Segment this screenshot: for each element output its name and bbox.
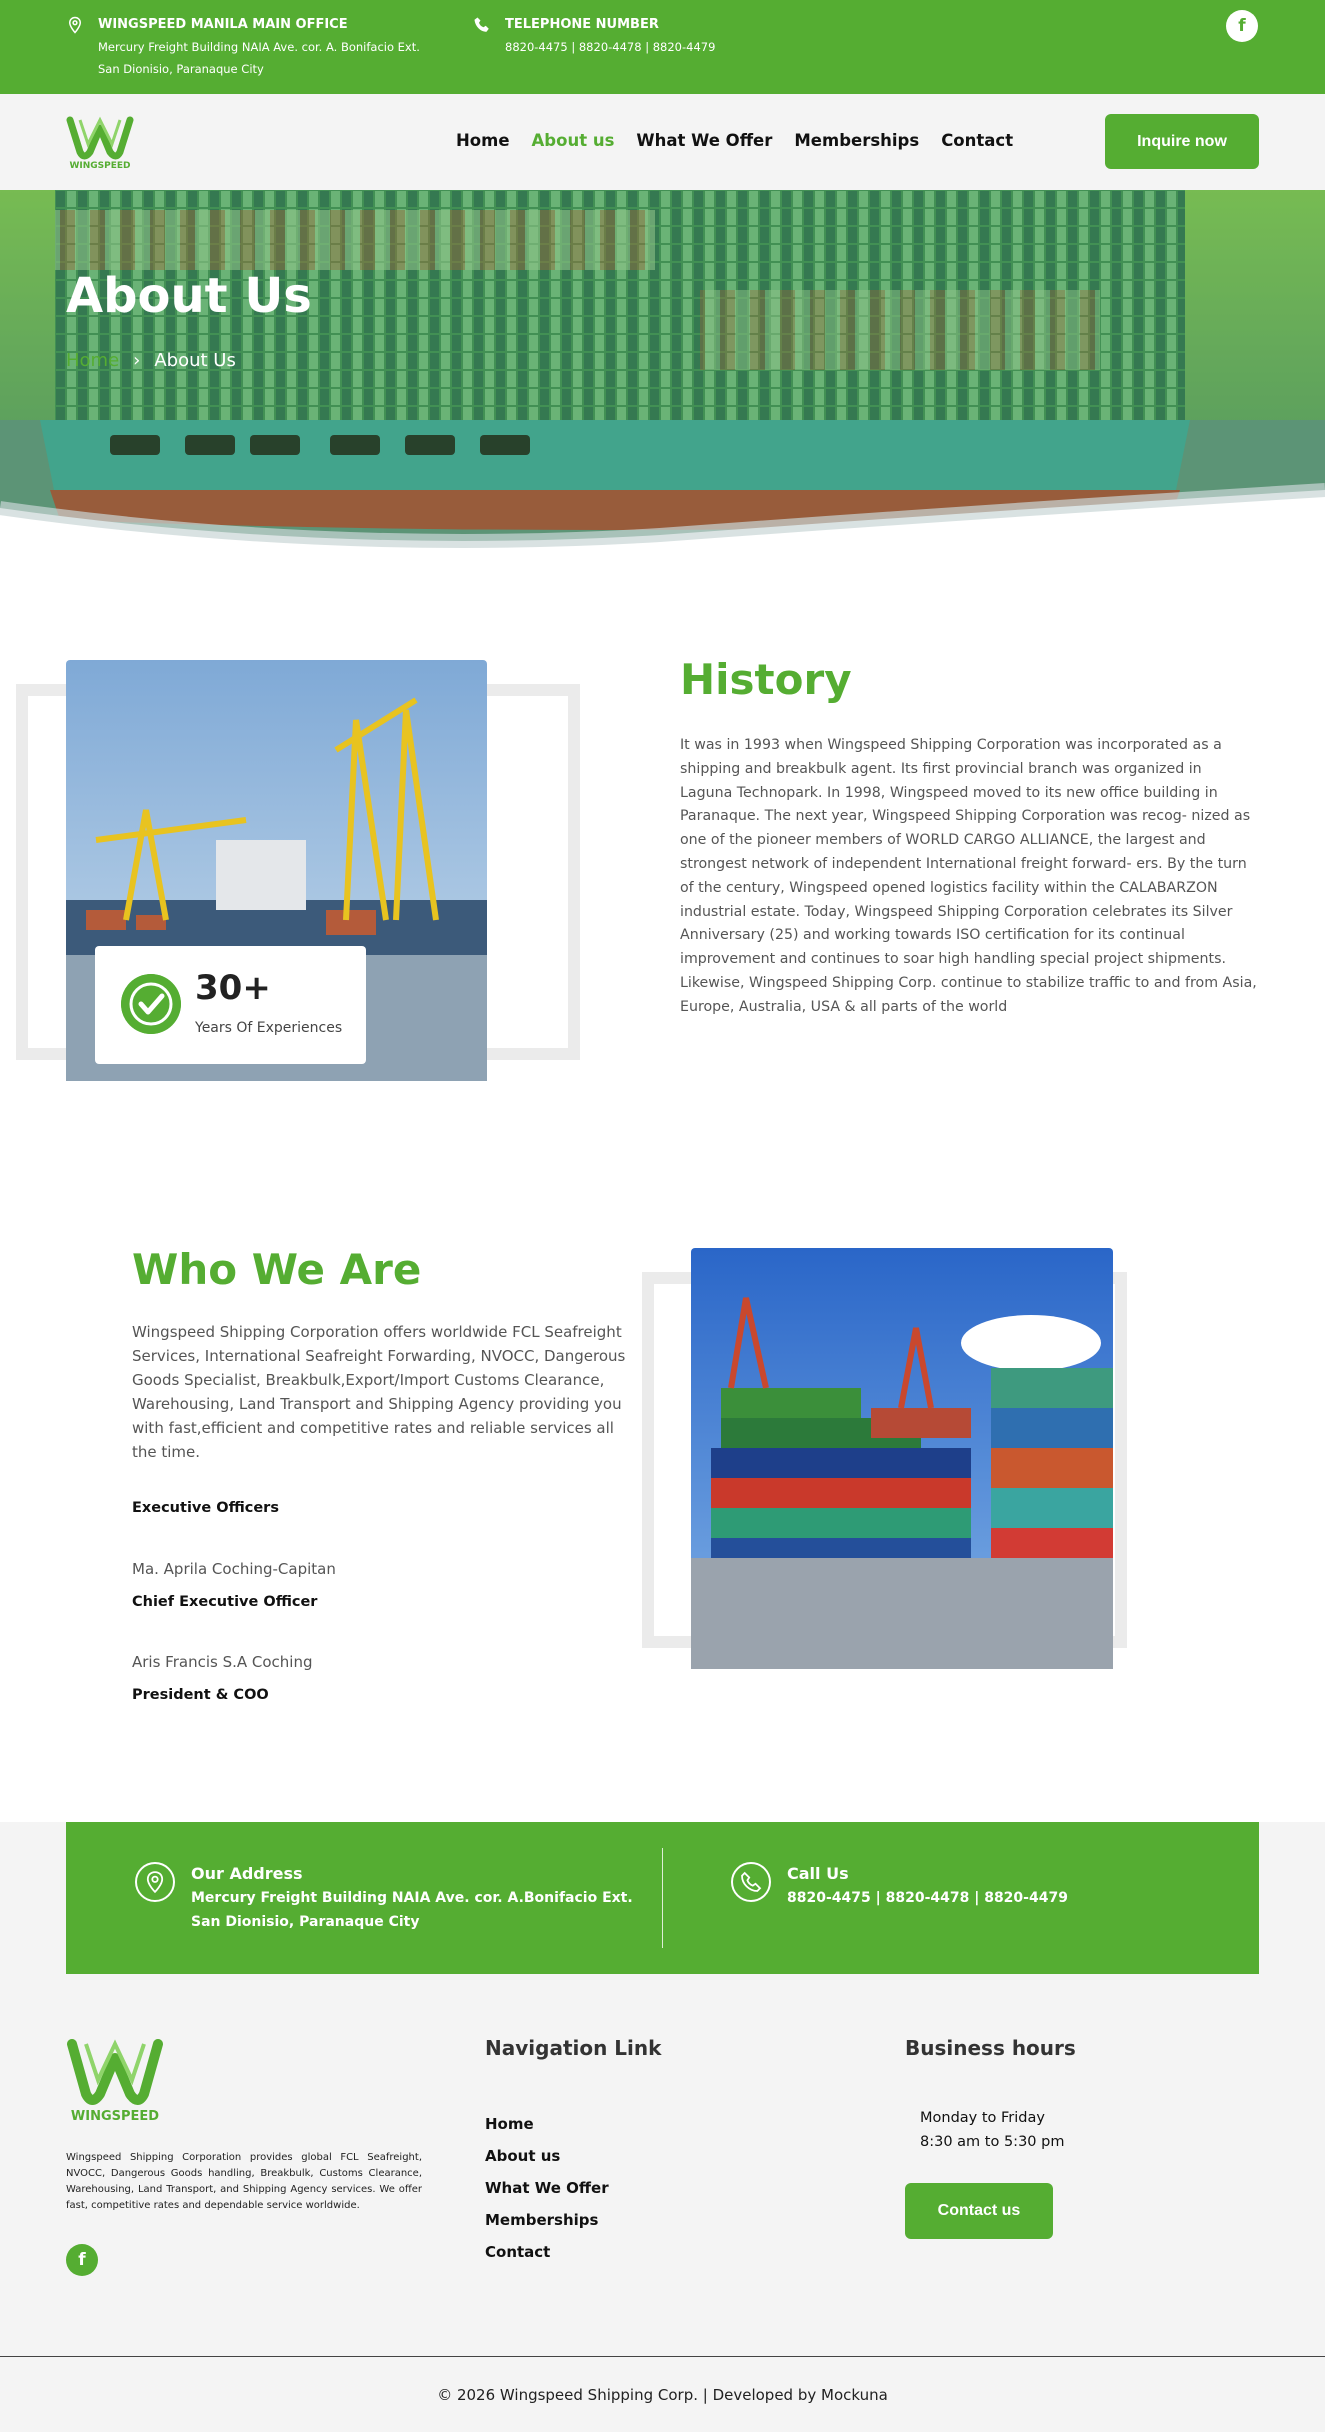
office-address-line1: Mercury Freight Building NAIA Ave. cor. A. Bonifacio Ext. [98,40,420,54]
wingspeed-footer-logo[interactable] [66,2036,164,2128]
phone-icon [473,16,491,34]
executive-officers-title: Executive Officers [132,1500,279,1516]
site-footer [0,2000,1325,2356]
nav-what-we-offer[interactable]: What We Offer [636,131,773,150]
address-block [135,1862,633,1934]
top-info-bar [0,0,1325,94]
call-title: Call Us [787,1864,849,1883]
footer-logo-wordmark: WINGSPEED [70,2109,160,2124]
main-nav [456,131,1013,150]
address-line2: San Dionisio, Paranaque City [191,1914,420,1930]
location-pin-icon [66,16,84,34]
officer-role-1: Chief Executive Officer [132,1594,318,1610]
telephone-info [473,14,715,58]
breadcrumb [66,350,236,371]
business-days: Monday to Friday [920,2110,1045,2126]
contact-band [66,1822,1259,1974]
address-line1: Mercury Freight Building NAIA Ave. cor. A.Bonifacio Ext. [191,1890,633,1906]
experience-label: Years Of Experiences [195,1020,343,1036]
logo-wordmark: WINGSPEED [69,161,131,171]
chevron-right-icon: › [133,350,141,371]
contact-us-button[interactable]: Contact us [905,2183,1053,2239]
footer-nav-home[interactable]: Home [485,2115,534,2133]
breadcrumb-home[interactable]: Home [66,350,120,371]
inquire-now-button[interactable]: Inquire now [1105,114,1259,169]
hero-banner [0,190,1325,550]
facebook-icon[interactable]: f [1226,10,1258,42]
nav-home[interactable]: Home [456,131,510,150]
footer-nav-what-we-offer[interactable]: What We Offer [485,2179,609,2197]
business-hours [920,2106,1064,2154]
footer-nav-memberships[interactable]: Memberships [485,2211,599,2229]
facebook-icon[interactable]: f [66,2244,98,2276]
officer-name-1: Ma. Aprila Coching-Capitan [132,1560,336,1578]
experience-card [95,946,366,1064]
copyright: © 2026 Wingspeed Shipping Corp. | Developed by Mockuna [0,2356,1325,2432]
telephone-title: TELEPHONE NUMBER [505,17,659,32]
nav-about-us[interactable]: About us [531,131,615,150]
address-title: Our Address [191,1864,303,1883]
who-we-are-text: Wingspeed Shipping Corporation offers worldwide FCL Seafreight Services, International Seafreight Forwarding, NVOCC, Dangerous Goods Specialist, Breakbulk,Export/Import Customs Clearance, Warehousing, Land Transport and Shipping Agency providing you with fast,efficient and competitive rates and reliable services all the time. [132,1323,626,1461]
business-hours-title: Business hours [905,2036,1076,2060]
wingspeed-logo[interactable] [66,114,134,174]
page-title: About Us [66,268,312,324]
footer-description: Wingspeed Shipping Corporation provides global FCL Seafreight, NVOCC, Dangerous Goods handling, Breakbulk, Customs Clearance, Warehousing, Land Transport, and Shipping Agency services. We offer fast, competitive rates and dependable service worldwide. [66,2152,422,2211]
call-block [731,1862,1068,1910]
experience-number: 30+ [195,968,271,1008]
office-title: WINGSPEED MANILA MAIN OFFICE [98,17,348,32]
container-yard-image [691,1248,1113,1669]
check-badge-icon [121,974,181,1034]
office-info [66,14,420,80]
footer-nav-about-us[interactable]: About us [485,2147,561,2165]
officer-role-2: President & COO [132,1687,269,1703]
who-we-are-title: Who We Are [132,1245,422,1294]
navigation-link-title: Navigation Link [485,2036,662,2060]
footer-nav-contact[interactable]: Contact [485,2243,551,2261]
office-address-line2: San Dionisio, Paranaque City [98,62,264,76]
footer-nav [485,2108,609,2268]
call-numbers[interactable]: 8820-4475 | 8820-4478 | 8820-4479 [787,1890,1068,1906]
phone-icon [731,1862,771,1902]
breadcrumb-current: About Us [154,350,236,371]
band-divider [662,1848,663,1948]
nav-memberships[interactable]: Memberships [794,131,920,150]
business-time: 8:30 am to 5:30 pm [920,2134,1065,2150]
history-title: History [680,655,852,704]
history-text: It was in 1993 when Wingspeed Shipping Corporation was incorporated as a shipping and breakbulk agent. Its first provincial branch was organized in Laguna Technopark. In 1998, Wingspeed moved to its new office building in Paranaque. The next year, Wingspeed Shipping Corporation was recog- nized as one of the pioneer members of WORLD CARGO ALLIANCE, the largest and strongest network of independent International freight forward- ers. By the turn of the century, Wingspeed opened logistics facility within the CALABARZON industrial estate. Today, Wingspeed Shipping Corporation celebrates its Silver Anniversary (25) and working towards ISO certification for its continual improvement and continues to soar high handling special project shipments. Likewise, Wingspeed Shipping Corp. continue to stabilize traffic to and from Asia, Europe, Australia, USA & all parts of the world [680,737,1257,1015]
nav-contact[interactable]: Contact [941,131,1014,150]
telephone-numbers[interactable]: 8820-4475 | 8820-4478 | 8820-4479 [505,40,716,54]
officer-name-2: Aris Francis S.A Coching [132,1653,313,1671]
site-header [0,94,1325,190]
location-pin-icon [135,1862,175,1902]
